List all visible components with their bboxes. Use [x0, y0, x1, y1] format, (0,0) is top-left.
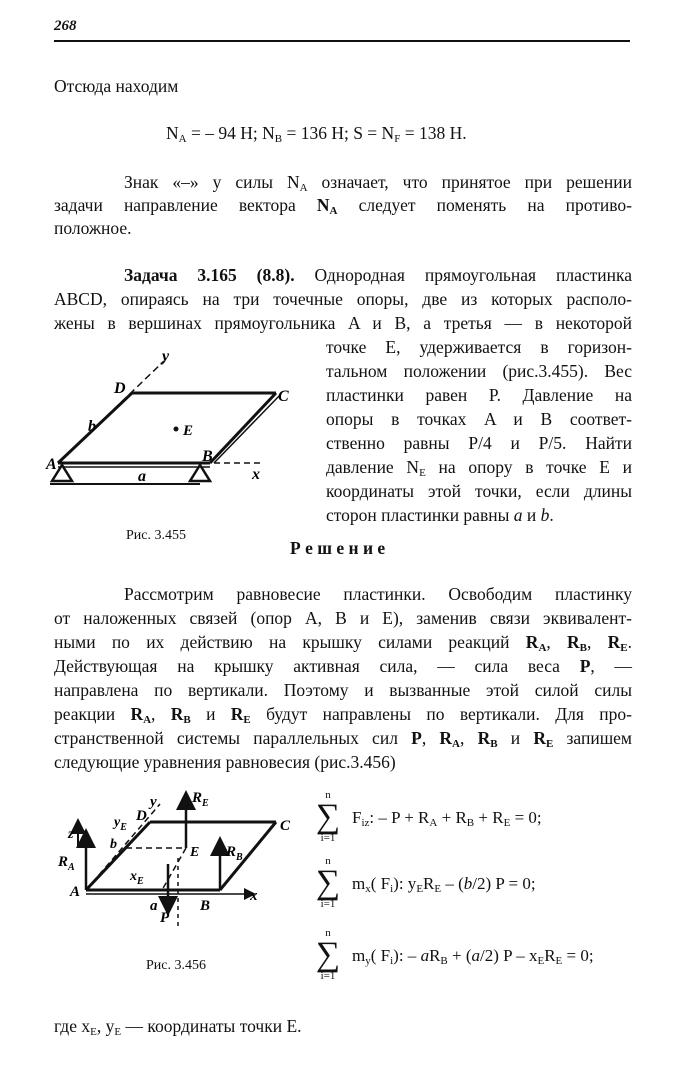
solution-line5: направлена по вертикали. Поэтому и вызванные этой силой силы: [54, 680, 632, 700]
fig2-label-P: P: [160, 910, 170, 926]
fig1-label-D: D: [114, 380, 126, 397]
problem-right6: давление $N_E$ на опору в точке E и: [326, 457, 633, 479]
figure-3-455: [40, 345, 320, 515]
sum-symbol-3: n ∑ i=1: [315, 927, 341, 982]
fig1-label-y: y: [162, 348, 170, 365]
fig1-label-B: B: [202, 448, 213, 465]
fig2-label-yE: $y_E$: [114, 815, 127, 833]
fig1-label-A: A: [46, 456, 57, 473]
fig2-label-RA: $R_A$: [58, 854, 75, 873]
problem-right7: координаты этой точки, если длины: [326, 481, 632, 501]
fig1-label-E: E: [183, 423, 194, 439]
solution-line7: странственной системы параллельных сил P, $R_A$, $R_B$ и $R_E$ запишем: [54, 728, 633, 750]
fig2-label-C: C: [280, 818, 291, 834]
equation-1: $F_{iz}$: – $P + R_A + R_B + R_E = 0$;: [352, 808, 542, 829]
solution-line3: ными по их действию на крышку силами реакций $R_A$, $R_B$, $R_E$.: [54, 632, 633, 654]
sign-note-line2: задачи направление вектора $N_A$ следует поменять на противо-: [54, 195, 633, 217]
fig1-label-C: C: [278, 388, 289, 405]
problem-line3: жены в вершинах прямоугольника A и B, а третья — в некоторой: [54, 313, 632, 333]
equation-2: $m_x$( $F_i$): $y_ER_E - (b/2) P = 0$;: [352, 874, 536, 895]
fig1-label-a: a: [138, 468, 146, 485]
sum-symbol-1: n ∑ i=1: [315, 789, 341, 844]
fig2-label-RE: $R_E$: [192, 790, 209, 809]
footer-line: где $x_E$, $y_E$ — координаты точки E.: [54, 1016, 302, 1038]
fig2-label-B: B: [200, 898, 211, 914]
solution-line2: от наложенных связей (опор A, B и E), заменив связи эквивалент-: [54, 608, 632, 628]
figure-3-456-caption: Рис. 3.456: [146, 958, 206, 973]
fig1-label-b: b: [88, 418, 96, 435]
fig2-label-x: x: [250, 888, 258, 904]
figure-3-455-caption: Рис. 3.455: [126, 528, 186, 543]
fig2-label-D: D: [136, 808, 147, 824]
fig2-label-b: b: [110, 837, 117, 852]
solution-line1: Рассмотрим равновесие пластинки. Освободим пластинку: [124, 584, 632, 604]
fig1-label-x: x: [252, 466, 260, 483]
problem-right8: сторон пластинки равны a и b.: [326, 505, 554, 525]
fig2-label-E: E: [190, 845, 200, 860]
problem-line1: Задача 3.165 (8.8). Однородная прямоугольная пластинка: [124, 265, 632, 285]
equation-3: $m_y$( $F_i$): – $aR_B + (a/2)$ $P - x_ER_E = 0$;: [352, 946, 594, 967]
intro-line: Отсюда находим: [54, 76, 179, 96]
sign-note-line1: Знак «–» у силы $N_A$ означает, что принятое при решении: [124, 172, 632, 194]
fig2-label-a: a: [150, 898, 158, 914]
problem-title: Задача 3.165 (8.8).: [124, 265, 295, 285]
solution-line8: следующие уравнения равновесия (рис.3.456): [54, 752, 396, 772]
problem-right1: точке E, удерживается в горизон-: [326, 337, 632, 357]
solution-line4: Действующая на крышку активная сила, — сила веса P, —: [54, 656, 632, 676]
fig2-label-xE: $x_E$: [130, 869, 144, 887]
sign-note-line3: положное.: [54, 218, 132, 238]
solution-heading: Р е ш е н и е: [290, 538, 386, 558]
figure-3-456: [50, 786, 310, 936]
problem-right5: ственно равны P/4 и P/5. Найти: [326, 433, 632, 453]
sum-symbol-2: n ∑ i=1: [315, 855, 341, 910]
fig2-label-y: y: [150, 794, 157, 810]
fig2-label-A: A: [70, 884, 81, 900]
header-rule: [54, 40, 630, 42]
problem-right3: пластинки равен P. Давление на: [326, 385, 632, 405]
problem-right2: тальном положении (рис.3.455). Вес: [326, 361, 632, 381]
fig2-label-z: z: [68, 827, 74, 842]
result-formula: $N_A$ = – 94 Н; $N_B = 136$ Н; $S = N_F = 138$ Н.: [166, 123, 467, 145]
problem-right4: опоры в точках A и B соответ-: [326, 409, 632, 429]
fig2-label-RB: $R_B$: [226, 844, 243, 863]
solution-line6: реакции $R_A$, $R_B$ и $R_E$ будут направлены по вертикали. Для про-: [54, 704, 632, 726]
problem-line2: ABCD, опираясь на три точечные опоры, две из которых располо-: [54, 289, 632, 309]
page-number: 268: [54, 18, 77, 34]
